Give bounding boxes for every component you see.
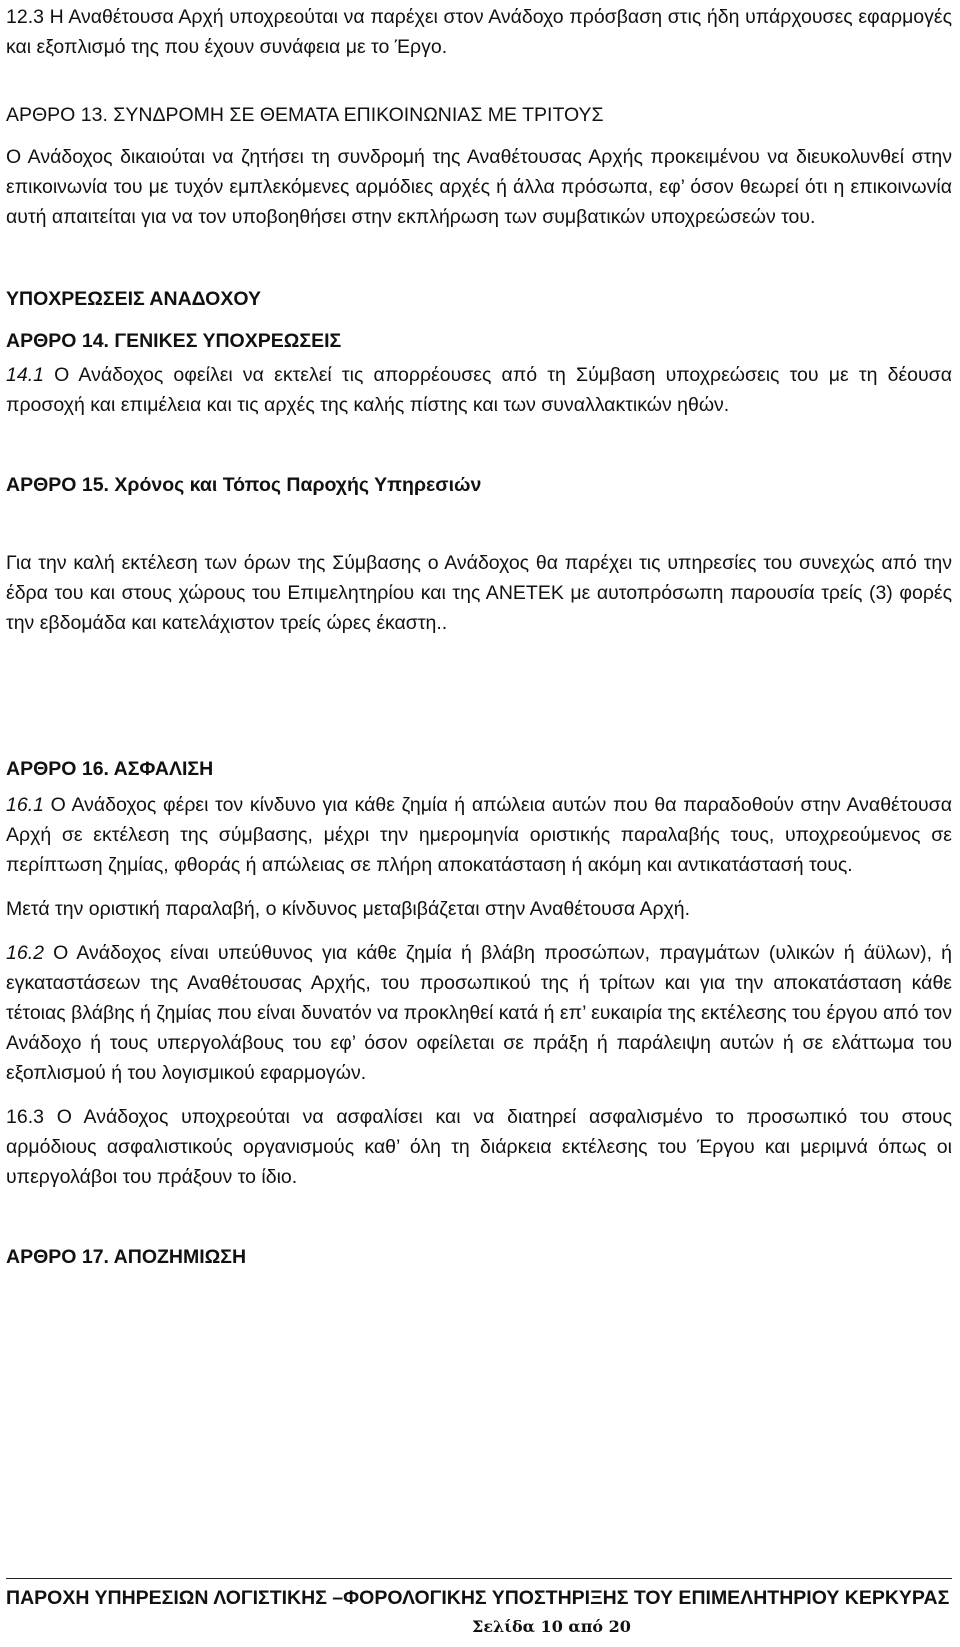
article-13-heading: ΑΡΘΡΟ 13. ΣΥΝΔΡΟΜΗ ΣΕ ΘΕΜΑΤΑ ΕΠΙΚΟΙΝΩΝΙΑΣ ΜΕ ΤΡΙΤΟΥΣ <box>6 104 604 126</box>
article-15-text: Για την καλή εκτέλεση των όρων της Σύμβασης ο Ανάδοχος θα παρέχει τις υπηρεσίες του συνεχώς από την έδρα του και στους χώρους του Επιμελητηρίου και της ΑΝΕΤΕΚ με αυτοπρόσωπη παρουσία τρείς (3) φορές την εβδομάδα και κατελάχιστον τρείς ώρες έκαστη.. <box>6 552 952 634</box>
section-heading-contractor-obligations: ΥΠΟΧΡΕΩΣΕΙΣ ΑΝΑΔΟΧΟΥ <box>6 288 261 310</box>
article-14-heading: ΑΡΘΡΟ 14. ΓΕΝΙΚΕΣ ΥΠΟΧΡΕΩΣΕΙΣ <box>6 330 342 352</box>
page-footer <box>6 1578 952 1636</box>
footer-divider <box>6 1578 952 1579</box>
paragraph-text: Ο Ανάδοχος είναι υπεύθυνος για κάθε ζημία ή βλάβη προσώπων, πραγμάτων (υλικών ή άϋλων), ή εγκαταστάσεων της Αναθέτουσας Αρχής, του προσωπικού της ή τρίτων και για την αποκατάσταση κάθε τέτοιας βλάβης ή ζημίας που είναι δυνατόν να προκληθεί κατά ή επ’ ευκαιρία της εκτέλεσης του έργου από τον Ανάδοχο ή τους υπεργολάβους του εφ’ όσον οφείλεται σε πράξη ή παράλειψη αυτών ή σε ελάττωμα του εξοπλισμού ή του λογισμικού εφαρμογών. <box>6 942 952 1084</box>
paragraph-text: Ο Ανάδοχος φέρει τον κίνδυνο για κάθε ζημία ή απώλεια αυτών που θα παραδοθούν στην Αναθέτουσα Αρχή σε εκτέλεση της σύμβασης, μέχρι την ημερομηνία οριστικής παραλαβής τους, υποχρεούμενος σε περίπτωση ζημίας, φθοράς ή απώλειας σε πλήρη αποκατάσταση ή ακόμη και αντικατάστασή τους. <box>6 794 952 876</box>
paragraph-16-1b: Μετά την οριστική παραλαβή, ο κίνδυνος μεταβιβάζεται στην Αναθέτουσα Αρχή. <box>6 898 691 920</box>
paragraph-number: 16.2 <box>6 942 44 964</box>
document-page <box>6 0 952 1272</box>
paragraph-number: 14.1 <box>6 364 44 386</box>
paragraph-16-1 <box>6 790 952 880</box>
article-number: ΑΡΘΡΟ 15. <box>6 474 115 496</box>
paragraph-14-1 <box>6 360 952 420</box>
paragraph-number: 16.1 <box>6 794 44 816</box>
paragraph-16-2 <box>6 938 952 1088</box>
article-15-heading <box>6 470 952 500</box>
article-title: Χρόνος και Τόπος Παροχής Υπηρεσιών <box>114 474 482 496</box>
footer-title: ΠΑΡΟΧΗ ΥΠΗΡΕΣΙΩΝ ΛΟΓΙΣΤΙΚΗΣ –ΦΟΡΟΛΟΓΙΚΗΣ ΥΠΟΣΤΗΡΙΞΗΣ ΤΟΥ ΕΠΙΜΕΛΗΤΗΡΙΟΥ ΚΕΡΚΥΡΑΣ <box>6 1587 950 1609</box>
article-16-heading: ΑΡΘΡΟ 16. ΑΣΦΑΛΙΣΗ <box>6 758 214 780</box>
article-13-text: Ο Ανάδοχος δικαιούται να ζητήσει τη συνδρομή της Αναθέτουσας Αρχής προκειμένου να διευκολυνθεί στην επικοινωνία του με τυχόν εμπλεκόμενες αρμόδιες αρχές ή άλλα πρόσωπα, εφ’ όσον θεωρεί ότι η επικοινωνία αυτή απαιτείται για να τον υποβοηθήσει στην εκπλήρωση των συμβατικών υποχρεώσεών του. <box>6 146 952 228</box>
paragraph-text: Ο Ανάδοχος οφείλει να εκτελεί τις απορρέουσες από τη Σύμβαση υποχρεώσεις του με τη δέουσα προσοχή και επιμέλεια και τις αρχές της καλής πίστης και των συναλλακτικών ηθών. <box>6 364 952 416</box>
article-17-heading: ΑΡΘΡΟ 17. ΑΠΟΖΗΜΙΩΣΗ <box>6 1246 247 1268</box>
paragraph-16-3: 16.3 Ο Ανάδοχος υποχρεούται να ασφαλίσει και να διατηρεί ασφαλισμένο το προσωπικό του στους αρμόδιους ασφαλιστικούς οργανισμούς καθ’ όλη τη διάρκεια εκτέλεσης του Έργου και μεριμνά όπως οι υπεργολάβοι του πράξουν το ίδιο. <box>6 1106 952 1188</box>
paragraph-12-3: 12.3 Η Αναθέτουσα Αρχή υποχρεούται να παρέχει στον Ανάδοχο πρόσβαση στις ήδη υπάρχουσες εφαρμογές και εξοπλισμό της που έχουν συνάφεια με το Έργο. <box>6 6 952 58</box>
page-number: Σελίδα 10 από 20 <box>472 1617 631 1636</box>
